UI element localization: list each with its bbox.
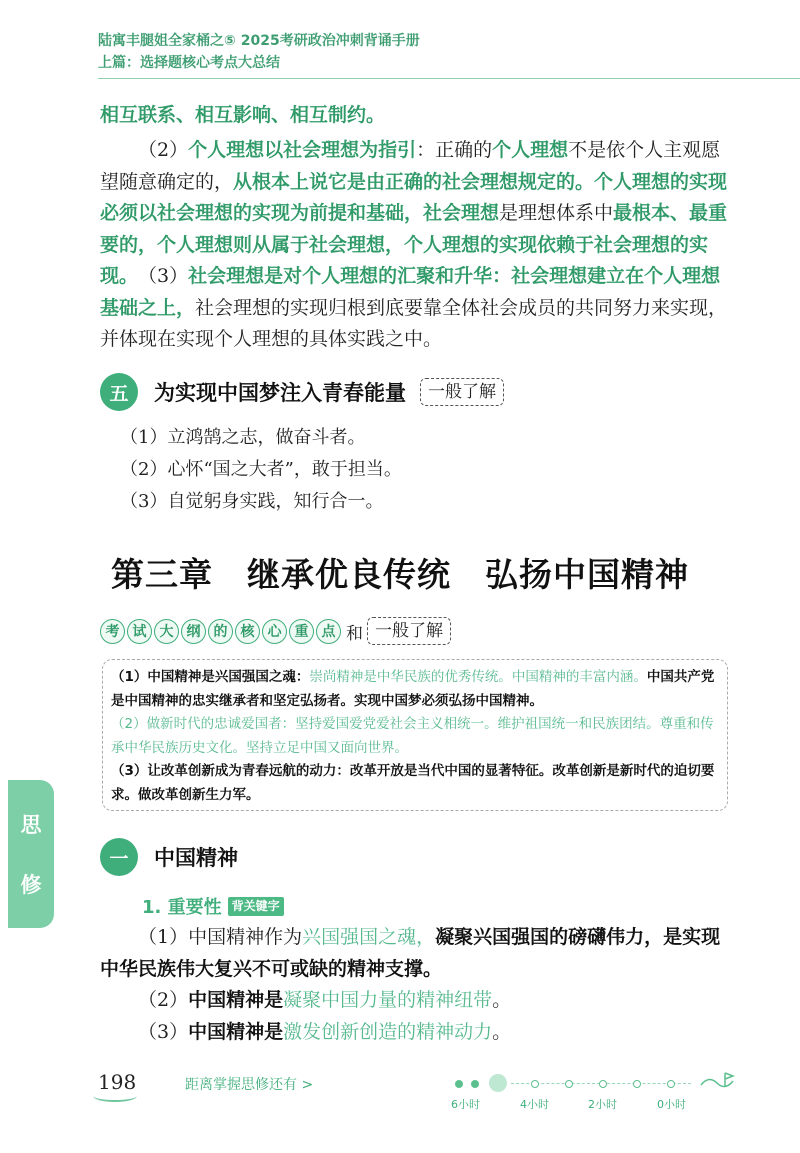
- subsection-heading: 1. 重要性 背关键字: [142, 893, 284, 919]
- paragraph-continued: 相互联系、相互影响、相互制约。: [100, 104, 386, 126]
- paragraph-3: （3）社会理想是对个人理想的汇聚和升华：社会理想建立在个人理想基础之上，社会理想的实现归根到底要靠全体社会成员的共同努力来实现，并体现在实现个人理想的具体实践之中。: [100, 265, 728, 350]
- general-understanding-tag: 一般了解: [420, 378, 504, 406]
- list-item: （3）自觉躬身实践，知行合一。: [120, 491, 384, 512]
- key-points-char: 考: [100, 619, 125, 644]
- summary-item-1: （1）中国精神是兴国强国之魂：崇尚精神是中华民族的优秀传统。中国精神的丰富内涵。中国共产党是中国精神的忠实继承者和坚定弘扬者。实现中国梦必须弘扬中国精神。: [111, 669, 715, 709]
- section-number-badge: 五: [100, 373, 138, 411]
- finish-flag-icon: [699, 1071, 739, 1091]
- running-figure-icon: [489, 1074, 507, 1092]
- key-points-char: 纲: [181, 619, 206, 644]
- key-points-label: [100, 619, 343, 644]
- header-line-2: 上篇：选择题核心考点大总结: [98, 55, 280, 71]
- timeline-dot: [565, 1080, 573, 1088]
- key-points-char: 核: [235, 619, 260, 644]
- timeline-dot: [531, 1080, 539, 1088]
- timeline-label: 2小时: [588, 1098, 617, 1111]
- timeline-dot: [667, 1080, 675, 1088]
- timeline-dot: [455, 1080, 463, 1088]
- key-points-char: 心: [262, 619, 287, 644]
- paragraph-importance-2: （2）中国精神是凝聚中国力量的精神纽带。: [138, 989, 512, 1011]
- conjunction-text: 和: [346, 623, 363, 644]
- key-points-char: 重: [289, 619, 314, 644]
- page-number: 198: [98, 1070, 137, 1094]
- paragraph-2: （2）个人理想以社会理想为指引：正确的个人理想不是依个人主观愿望随意确定的，从根本上说它是由正确的社会理想规定的。个人理想的实现必须以社会理想的实现为前提和基础，社会理想是理想体系中最根本、最重要的，个人理想则从属于社会理想，个人理想的实现依赖于社会理想的实现。: [100, 139, 728, 287]
- section-title: 中国精神: [154, 846, 238, 870]
- timeline-label: 0小时: [657, 1098, 686, 1111]
- section-title: 为实现中国梦注入青春能量: [154, 381, 406, 405]
- timeline-dot: [633, 1080, 641, 1088]
- section-number-badge: 一: [100, 838, 138, 876]
- progress-timeline: [455, 1077, 755, 1091]
- outline-summary-box: [102, 659, 728, 811]
- timeline-dot: [599, 1080, 607, 1088]
- section-five-heading: [100, 372, 504, 412]
- key-points-char: 的: [208, 619, 233, 644]
- paragraph-importance-3: （3）中国精神是激发创新创造的精神动力。: [138, 1021, 512, 1043]
- section-one-heading: [100, 837, 238, 877]
- progress-caption: 距离掌握思修还有 >: [185, 1077, 314, 1093]
- running-header: [98, 30, 420, 74]
- general-understanding-tag: 一般了解: [367, 617, 451, 645]
- header-line-1: 陆寓丰腿姐全家桶之⑤ 2025考研政治冲刺背诵手册: [98, 33, 420, 49]
- memorize-keywords-badge: 背关键字: [228, 897, 284, 916]
- summary-item-2: （2）做新时代的忠诚爱国者：坚持爱国爱党爱社会主义相统一。维护祖国统一和民族团结。尊重和传承中华民族历史文化。坚持立足中国又面向世界。: [111, 716, 714, 756]
- timeline-label: 6小时: [451, 1098, 480, 1111]
- list-item: （1）立鸿鹄之志，做奋斗者。: [120, 427, 366, 448]
- page-number-underline: [93, 1090, 137, 1102]
- key-points-char: 点: [316, 619, 341, 644]
- list-item: （2）心怀“国之大者”，敢于担当。: [120, 459, 402, 480]
- timeline-dot: [471, 1080, 479, 1088]
- chapter-title: 第三章 继承优良传统 弘扬中国精神: [111, 555, 689, 594]
- timeline-label: 4小时: [520, 1098, 549, 1111]
- subject-side-tab: 思 修: [8, 780, 54, 928]
- key-points-char: 试: [127, 619, 152, 644]
- header-divider: [98, 78, 800, 79]
- summary-item-3: （3）让改革创新成为青春远航的动力：改革开放是当代中国的显著特征。改革创新是新时代的迫切要求。做改革创新生力军。: [111, 763, 715, 803]
- key-points-char: 大: [154, 619, 179, 644]
- paragraph-importance-1: （1）中国精神作为兴国强国之魂，凝聚兴国强国的磅礴伟力，是实现中华民族伟大复兴不可或缺的精神支撑。: [100, 926, 721, 980]
- key-points-heading: [100, 614, 451, 648]
